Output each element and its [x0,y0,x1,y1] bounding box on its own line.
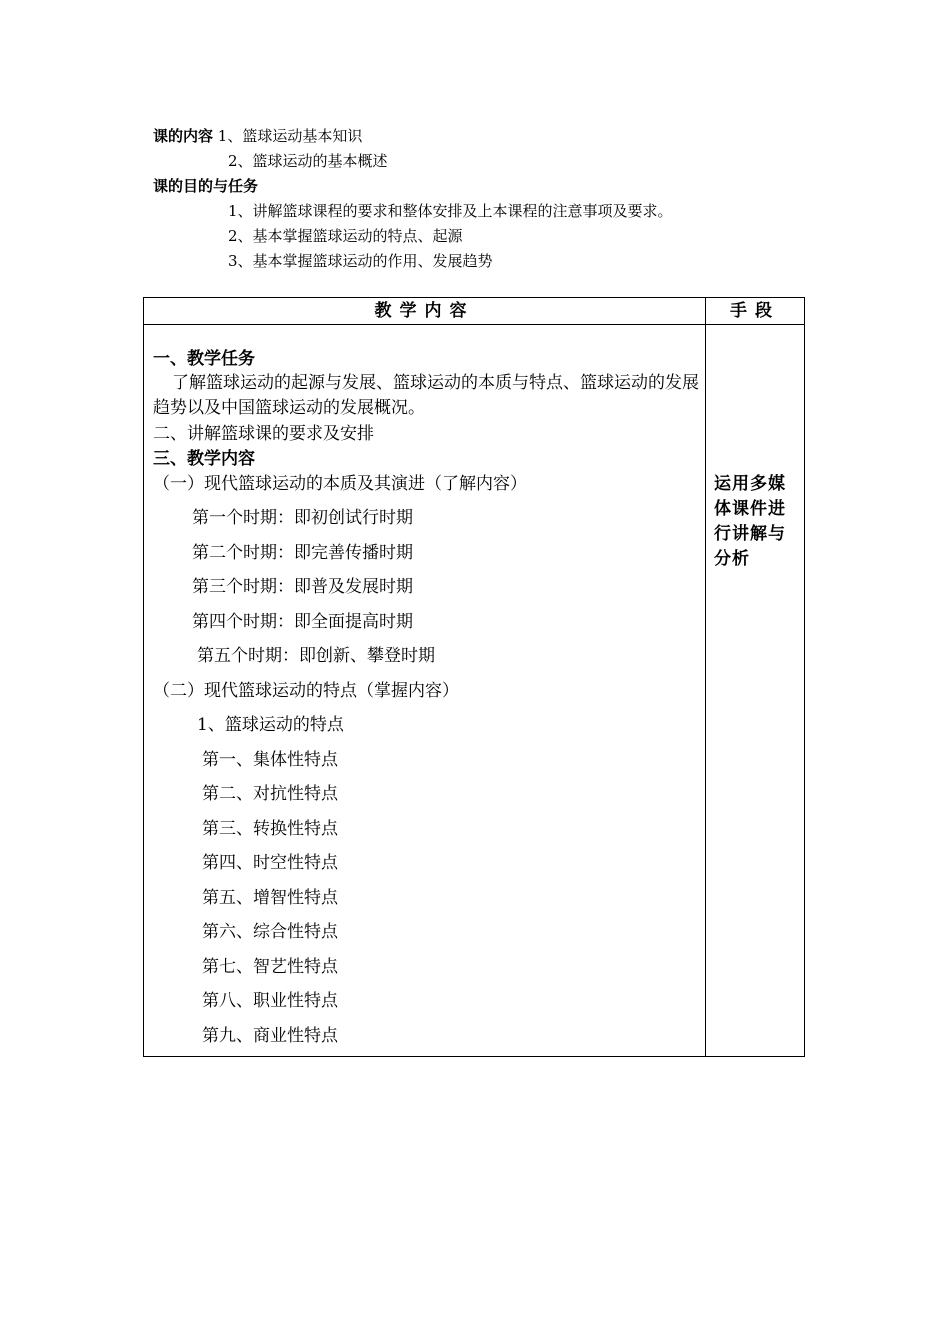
column-divider [705,298,706,1056]
course-content-item-1: 1、篮球运动基本知识 [217,127,363,145]
period-4: 第四个时期：即全面提高时期 [192,612,413,632]
course-content-label: 课的内容 [153,127,214,145]
course-goal-1: 1、讲解篮球课程的要求和整体安排及上本课程的注意事项及要求。 [228,202,673,220]
course-goal-2: 2、基本掌握篮球运动的特点、起源 [228,227,463,245]
course-content-item-2: 2、篮球运动的基本概述 [228,152,388,170]
feature-8: 第八、职业性特点 [202,991,338,1011]
period-3: 第三个时期：即普及发展时期 [192,577,413,597]
feature-9: 第九、商业性特点 [202,1026,338,1046]
sub2-title: （二）现代篮球运动的特点（掌握内容） [153,681,459,701]
period-2: 第二个时期：即完善传播时期 [192,543,413,563]
header-teaching-content: 教学内容 [374,301,475,321]
header-method: 手段 [730,301,780,321]
feature-7: 第七、智艺性特点 [202,957,338,977]
method-text: 运用多媒体课件进行讲解与分析 [714,474,786,569]
teaching-table [143,297,805,1057]
section1-text: 了解篮球运动的起源与发展、篮球运动的本质与特点、篮球运动的发展趋势以及中国篮球运动的发展概况。 [153,373,699,418]
section1-title: 一、教学任务 [153,349,255,369]
section2-title: 二、讲解篮球课的要求及安排 [153,424,374,444]
features-title: 1、篮球运动的特点 [197,715,344,735]
course-content-line [153,127,362,145]
section3-title: 三、教学内容 [153,449,255,469]
period-1: 第一个时期：即初创试行时期 [192,508,413,528]
course-goals-label: 课的目的与任务 [153,177,259,195]
feature-4: 第四、时空性特点 [202,853,338,873]
header-divider [144,324,804,325]
period-5: 第五个时期：即创新、攀登时期 [197,646,435,666]
feature-1: 第一、集体性特点 [202,750,338,770]
course-goal-3: 3、基本掌握篮球运动的作用、发展趋势 [228,252,493,270]
feature-5: 第五、增智性特点 [202,888,338,908]
feature-2: 第二、对抗性特点 [202,784,338,804]
sub1-title: （一）现代篮球运动的本质及其演进（了解内容） [153,474,527,494]
feature-3: 第三、转换性特点 [202,819,338,839]
feature-6: 第六、综合性特点 [202,922,338,942]
